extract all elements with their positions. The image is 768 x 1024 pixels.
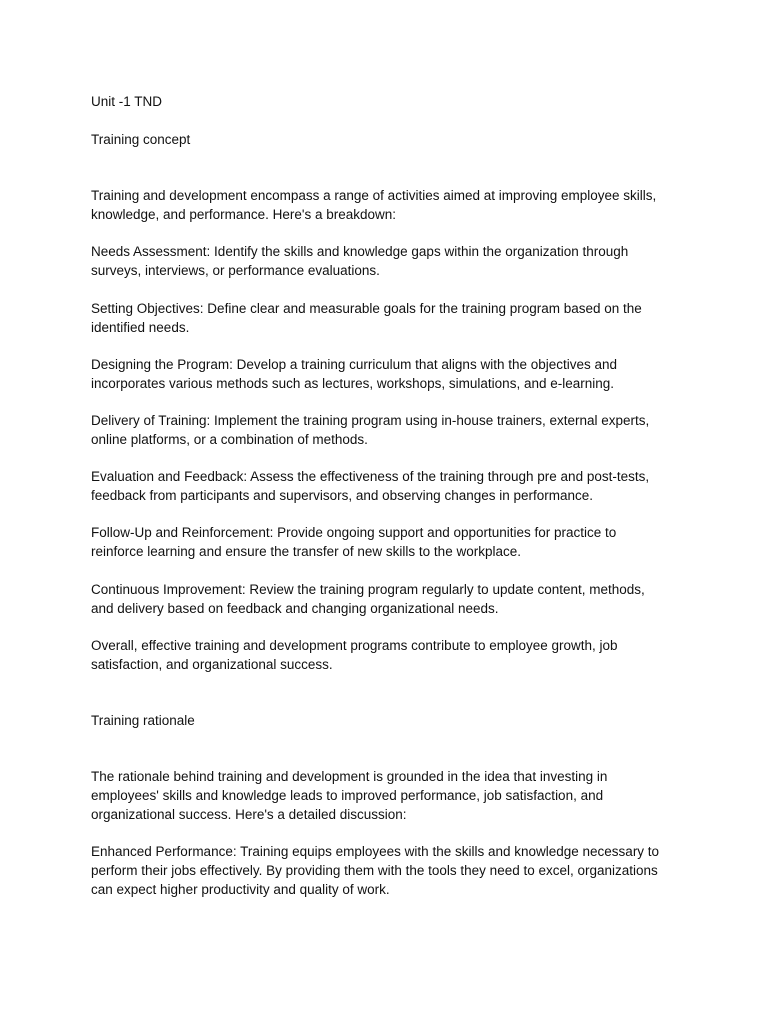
intro-paragraph-line-2: knowledge, and performance. Here's a breakdown: bbox=[91, 207, 397, 222]
delivery-line-2: online platforms, or a combination of methods. bbox=[91, 432, 368, 447]
setting-objectives-line-1: Setting Objectives: Define clear and measurable goals for the training program based on the bbox=[91, 301, 642, 316]
evaluation-line-2: feedback from participants and supervisors, and observing changes in performance. bbox=[91, 488, 594, 503]
section-heading-training-rationale: Training rationale bbox=[91, 713, 195, 728]
evaluation-line-1: Evaluation and Feedback: Assess the effectiveness of the training through pre and post-tests, bbox=[91, 469, 650, 484]
overall-line-2: satisfaction, and organizational success. bbox=[91, 657, 333, 672]
enhanced-performance-line-1: Enhanced Performance: Training equips employees with the skills and knowledge necessary to bbox=[91, 844, 660, 859]
intro-paragraph-line-1: Training and development encompass a range of activities aimed at improving employee skills, bbox=[91, 188, 657, 203]
setting-objectives-line-2: identified needs. bbox=[91, 320, 190, 335]
needs-assessment-line-2: surveys, interviews, or performance evaluations. bbox=[91, 263, 380, 278]
section-heading-training-concept: Training concept bbox=[91, 132, 191, 147]
overall-line-1: Overall, effective training and development programs contribute to employee growth, job bbox=[91, 638, 618, 653]
designing-program-line-2: incorporates various methods such as lectures, workshops, simulations, and e-learning. bbox=[91, 376, 615, 391]
continuous-improvement-line-1: Continuous Improvement: Review the training program regularly to update content, methods, bbox=[91, 582, 645, 597]
follow-up-line-2: reinforce learning and ensure the transfer of new skills to the workplace. bbox=[91, 544, 521, 559]
follow-up-line-1: Follow-Up and Reinforcement: Provide ongoing support and opportunities for practice to bbox=[91, 525, 617, 540]
enhanced-performance-line-2: perform their jobs effectively. By providing them with the tools they need to excel, organizations bbox=[91, 863, 658, 878]
rationale-intro-line-3: organizational success. Here's a detailed discussion: bbox=[91, 807, 407, 822]
rationale-intro-line-2: employees' skills and knowledge leads to improved performance, job satisfaction, and bbox=[91, 788, 604, 803]
continuous-improvement-line-2: and delivery based on feedback and changing organizational needs. bbox=[91, 601, 499, 616]
designing-program-line-1: Designing the Program: Develop a training curriculum that aligns with the objectives and bbox=[91, 357, 618, 372]
unit-title: Unit -1 TND bbox=[91, 94, 163, 109]
needs-assessment-line-1: Needs Assessment: Identify the skills and knowledge gaps within the organization through bbox=[91, 244, 629, 259]
delivery-line-1: Delivery of Training: Implement the training program using in-house trainers, external experts, bbox=[91, 413, 650, 428]
enhanced-performance-line-3: can expect higher productivity and quality of work. bbox=[91, 882, 390, 897]
rationale-intro-line-1: The rationale behind training and development is grounded in the idea that investing in bbox=[91, 769, 608, 784]
